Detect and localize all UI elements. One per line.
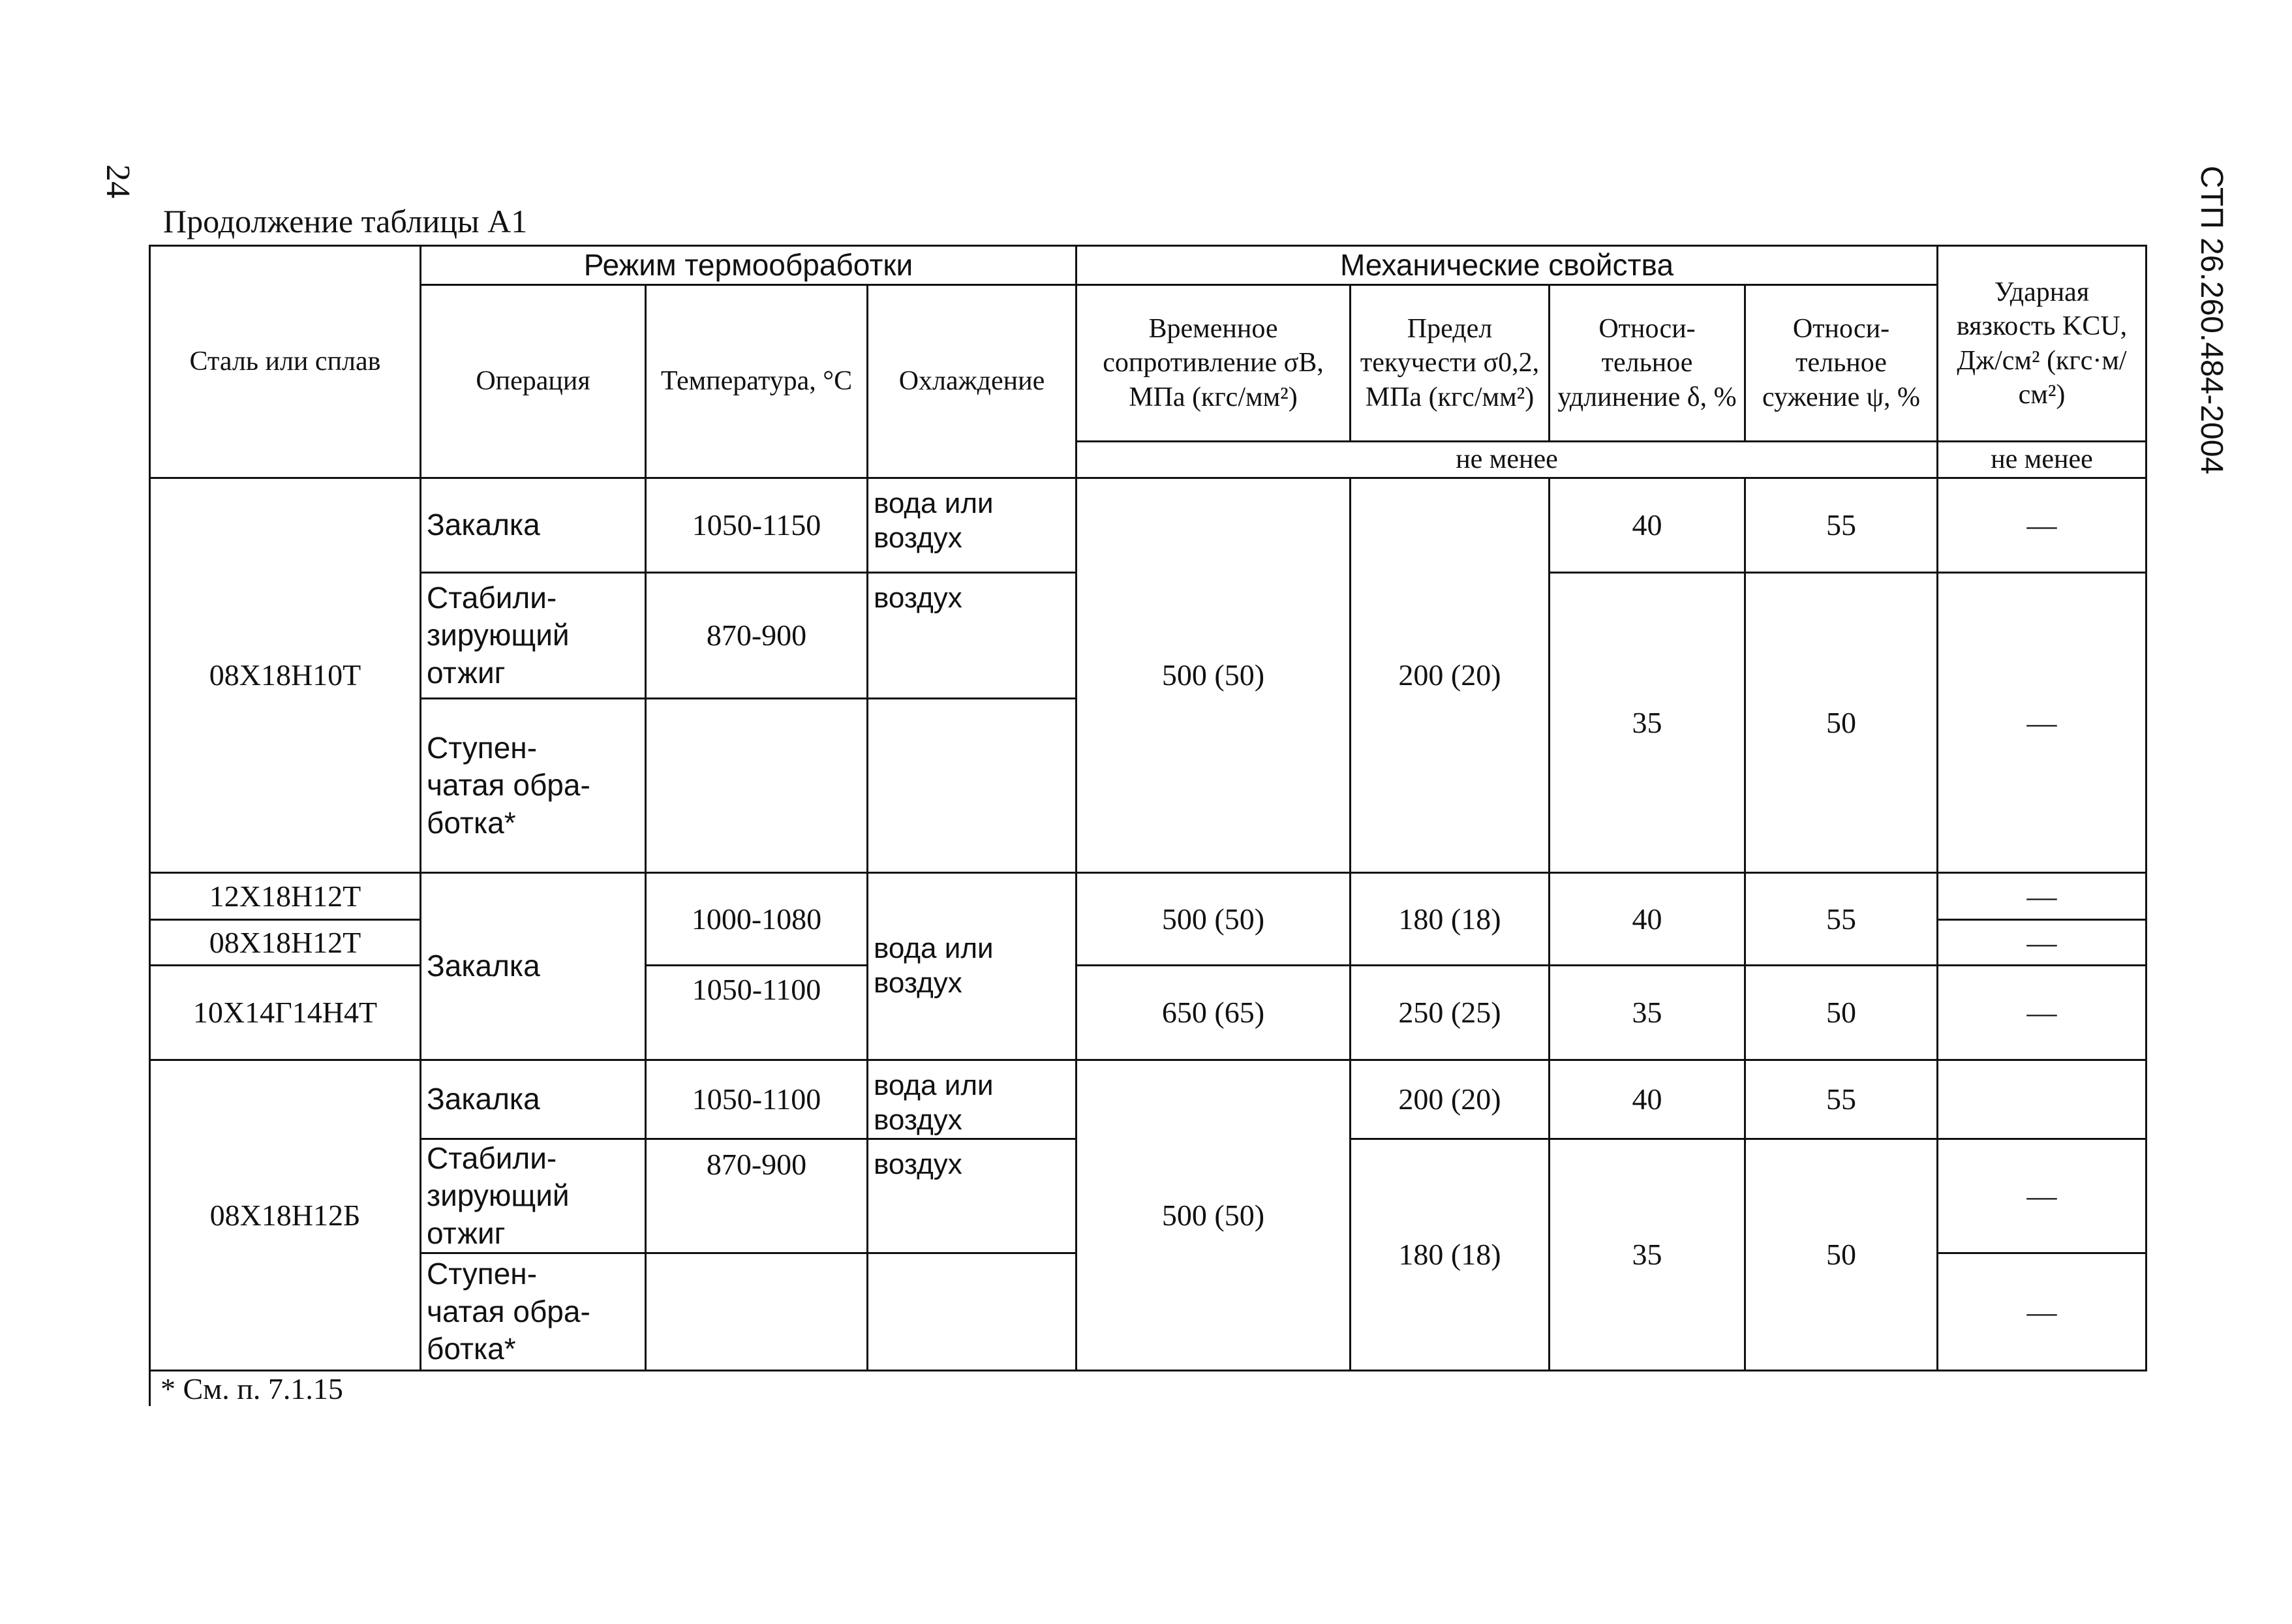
header-yield: Предел текучести σ0,2, МПа (кгс/мм²) [1351, 285, 1550, 442]
header-steel: Сталь или сплав [150, 246, 421, 478]
temperature-cell: 1050-1150 [646, 478, 868, 573]
contraction-cell: 55 [1745, 478, 1938, 573]
contraction-cell: 50 [1745, 573, 1938, 873]
header-mechanical: Механические свойства [1077, 246, 1938, 285]
temperature-cell [646, 699, 868, 873]
footnote-divider [149, 1367, 151, 1406]
page-number: 24 [99, 164, 136, 198]
contraction-cell: 50 [1745, 966, 1938, 1060]
footnote: * См. п. 7.1.15 [160, 1372, 343, 1405]
cooling-cell [868, 699, 1077, 873]
contraction-cell: 55 [1745, 1060, 1938, 1139]
table-caption: Продолжение таблицы А1 [163, 203, 528, 239]
contraction-cell: 55 [1745, 873, 1938, 966]
operation-cell: Стабили- зирующий отжиг [421, 1139, 646, 1253]
cooling-cell: вода или воздух [868, 873, 1077, 1060]
cooling-cell: вода или воздух [868, 478, 1077, 573]
header-operation: Операция [421, 285, 646, 478]
impact-cell: — [1938, 1139, 2147, 1253]
impact-cell: — [1938, 873, 2147, 920]
operation-cell: Закалка [421, 478, 646, 573]
elongation-cell: 35 [1550, 966, 1745, 1060]
steel-cell: 10Х14Г14Н4Т [150, 966, 421, 1060]
operation-cell: Стабили- зирующий отжиг [421, 573, 646, 699]
yield-cell: 180 (18) [1351, 873, 1550, 966]
yield-cell: 200 (20) [1351, 1060, 1550, 1139]
tensile-cell: 500 (50) [1077, 478, 1351, 873]
table-row [150, 478, 2147, 573]
cooling-cell [868, 1253, 1077, 1371]
temperature-cell [646, 1253, 868, 1371]
cooling-cell: воздух [868, 573, 1077, 699]
tensile-cell: 500 (50) [1077, 873, 1351, 966]
yield-cell: 180 (18) [1351, 1139, 1550, 1371]
header-not-less-mech: не менее [1077, 442, 1938, 478]
standard-code-text: СТП 26.260.484-2004 [2194, 165, 2229, 474]
elongation-cell: 40 [1550, 478, 1745, 573]
tensile-cell: 650 (65) [1077, 966, 1351, 1060]
impact-cell: — [1938, 573, 2147, 873]
elongation-cell: 35 [1550, 1139, 1745, 1371]
header-impact: Ударная вязкость KCU, Дж/см² (кгс·м/см²) [1938, 246, 2147, 442]
properties-table-wrapper [149, 245, 2147, 1371]
impact-cell: — [1938, 920, 2147, 966]
operation-cell: Закалка [421, 873, 646, 1060]
elongation-cell: 35 [1550, 573, 1745, 873]
header-heat-treatment: Режим термообработки [421, 246, 1077, 285]
cooling-cell: воздух [868, 1139, 1077, 1253]
impact-cell [1938, 1060, 2147, 1139]
properties-table [149, 245, 2147, 1371]
steel-cell: 08Х18Н12Т [150, 920, 421, 966]
impact-cell: — [1938, 478, 2147, 573]
table-row [150, 873, 2147, 920]
header-temperature: Температура, °С [646, 285, 868, 478]
temperature-cell: 870-900 [646, 1139, 868, 1253]
steel-cell: 08Х18Н10Т [150, 478, 421, 873]
temperature-cell: 1050-1100 [646, 966, 868, 1060]
contraction-cell: 50 [1745, 1139, 1938, 1371]
impact-cell: — [1938, 966, 2147, 1060]
yield-cell: 250 (25) [1351, 966, 1550, 1060]
steel-cell: 12Х18Н12Т [150, 873, 421, 920]
header-not-less-impact: не менее [1938, 442, 2147, 478]
operation-cell: Ступен- чатая обра- ботка* [421, 1253, 646, 1371]
table-row [150, 1060, 2147, 1139]
impact-cell: — [1938, 1253, 2147, 1371]
elongation-cell: 40 [1550, 873, 1745, 966]
tensile-cell: 500 (50) [1077, 1060, 1351, 1371]
temperature-cell: 1050-1100 [646, 1060, 868, 1139]
elongation-cell: 40 [1550, 1060, 1745, 1139]
temperature-cell: 870-900 [646, 573, 868, 699]
standard-code [2173, 137, 2251, 502]
header-elongation: Относи-тельное удлинение δ, % [1550, 285, 1745, 442]
temperature-cell: 1000-1080 [646, 873, 868, 966]
steel-cell: 08Х18Н12Б [150, 1060, 421, 1371]
cooling-cell: вода или воздух [868, 1060, 1077, 1139]
header-cooling: Охлаждение [868, 285, 1077, 478]
operation-cell: Ступен- чатая обра- ботка* [421, 699, 646, 873]
yield-cell: 200 (20) [1351, 478, 1550, 873]
header-contraction: Относи-тельное сужение ψ, % [1745, 285, 1938, 442]
header-tensile: Временное сопротивление σВ, МПа (кгс/мм²) [1077, 285, 1351, 442]
operation-cell: Закалка [421, 1060, 646, 1139]
